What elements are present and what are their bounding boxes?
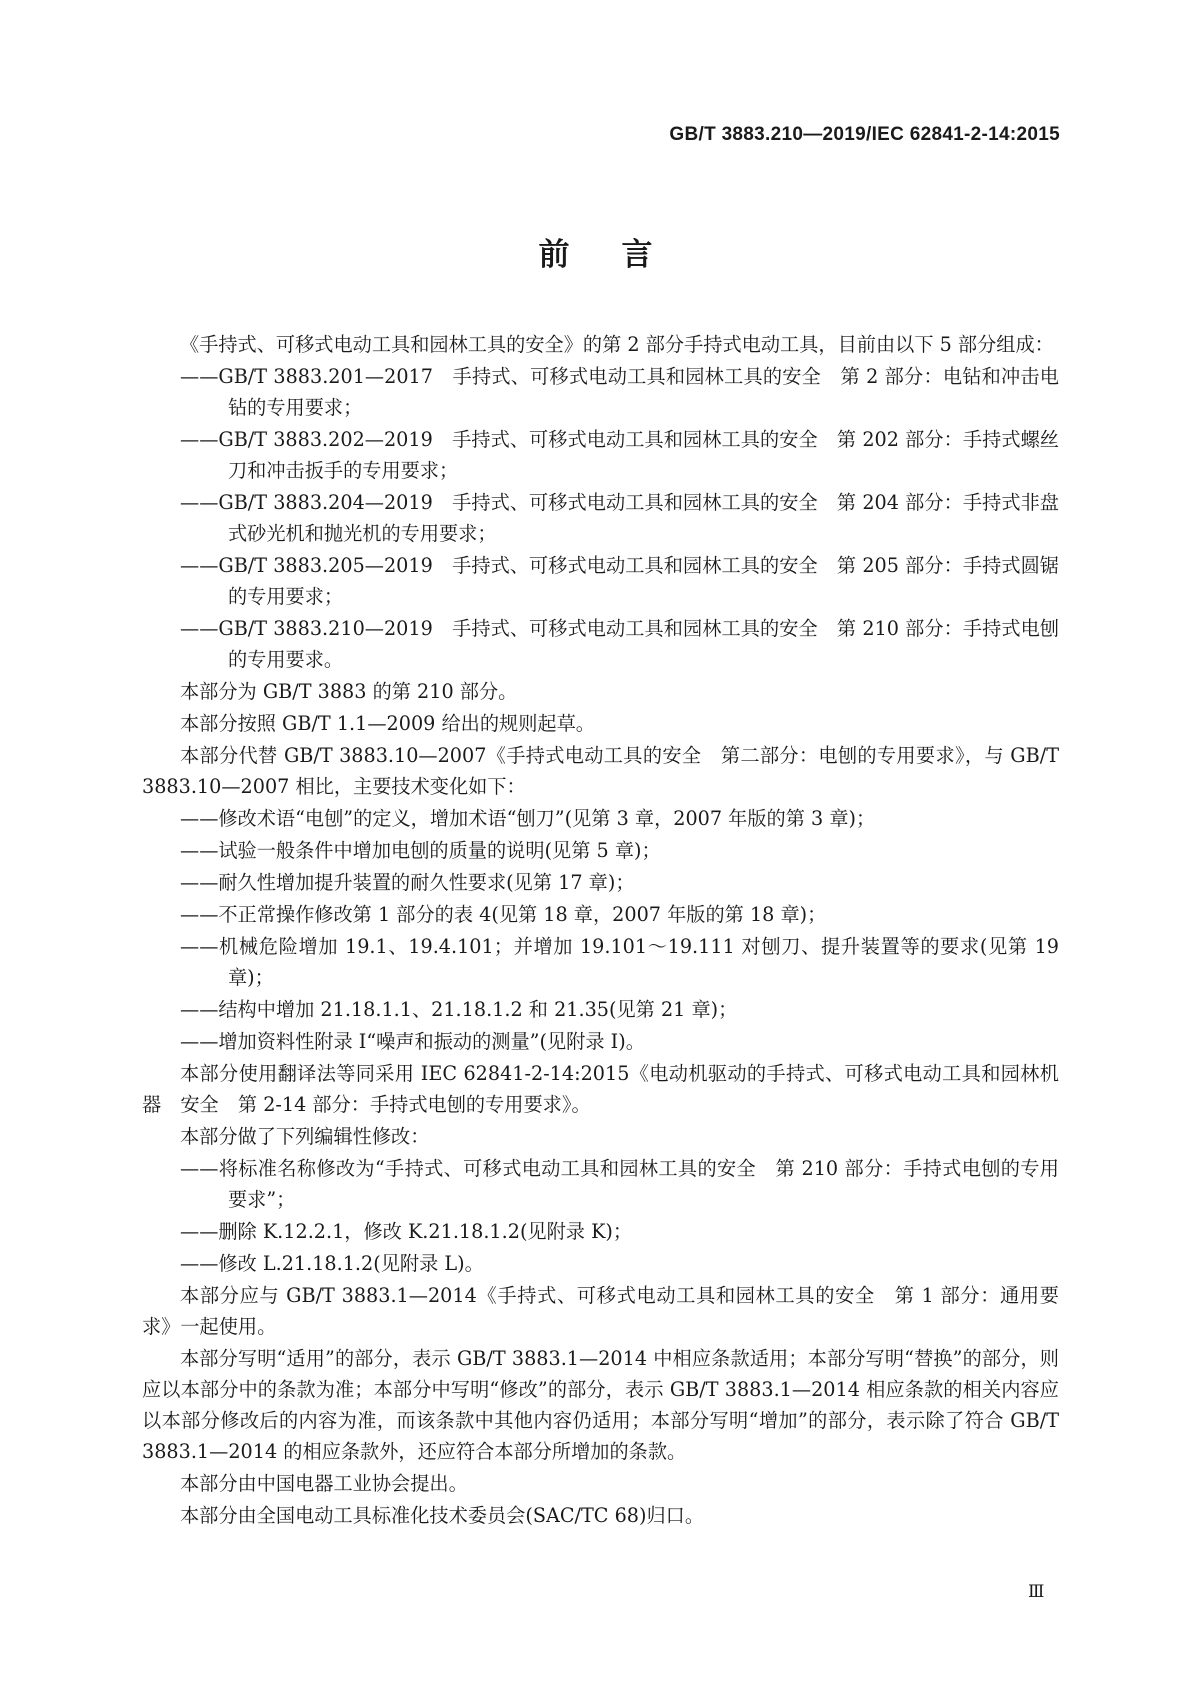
editorial-list-item: ——修改 L.21.18.1.2(见附录 L)。 bbox=[180, 1252, 484, 1275]
part-list-item: ——GB/T 3883.204—2019 手持式、可移式电动工具和园林工具的安全 第 204 部分：手持式非盘式砂光机和抛光机的专用要求； bbox=[180, 491, 1059, 545]
page-title: 前言 bbox=[538, 237, 705, 273]
translation-paragraph: 本部分使用翻译法等同采用 IEC 62841-2-14:2015《电动机驱动的手持式、可移式电动工具和园林机器 安全 第 2-14 部分：手持式电刨的专用要求》。 bbox=[142, 1062, 1059, 1116]
foreword-body bbox=[142, 329, 1059, 1532]
editorial-list-item: ——删除 K.12.2.1，修改 K.21.18.1.2(见附录 K)； bbox=[180, 1220, 633, 1243]
editorial-paragraph: 本部分做了下列编辑性修改： bbox=[180, 1125, 430, 1148]
change-list-item: ——修改术语“电刨”的定义，增加术语“刨刀”(见第 3 章，2007 年版的第 3 章)； bbox=[180, 807, 876, 830]
intro-paragraph: 《手持式、可移式电动工具和园林工具的安全》的第 2 部分手持式电动工具，目前由以下 5 部分组成： bbox=[180, 333, 1054, 356]
part-list-item: ——GB/T 3883.202—2019 手持式、可移式电动工具和园林工具的安全 第 202 部分：手持式螺丝刀和冲击扳手的专用要求； bbox=[180, 428, 1059, 482]
proposed-by-paragraph: 本部分由中国电器工业协会提出。 bbox=[180, 1472, 468, 1495]
change-list-item: ——结构中增加 21.18.1.1、21.18.1.2 和 21.35(见第 21 章)； bbox=[180, 998, 738, 1021]
use-with-paragraph: 本部分应与 GB/T 3883.1—2014《手持式、可移式电动工具和园林工具的安全 第 1 部分：通用要求》一起使用。 bbox=[142, 1284, 1059, 1338]
applicability-paragraph: 本部分写明“适用”的部分，表示 GB/T 3883.1—2014 中相应条款适用；本部分写明“替换”的部分，则应以本部分中的条款为准；本部分中写明“修改”的部分，表示 GB/T 3883.1—2014 相应条款的相关内容应以本部分修改后的内容为准，而该条款中其他内容仍适用；本部分写明“增加”的部分，表示除了符合 GB/T 3883.1—2014 的相应条款外，还应符合本部分所增加的条款。 bbox=[142, 1347, 1059, 1463]
drafting-paragraph: 本部分按照 GB/T 1.1—2009 给出的规则起草。 bbox=[180, 712, 595, 735]
change-list-item: ——耐久性增加提升装置的耐久性要求(见第 17 章)； bbox=[180, 871, 635, 894]
part-of-paragraph: 本部分为 GB/T 3883 的第 210 部分。 bbox=[180, 680, 518, 703]
part-list-item: ——GB/T 3883.201—2017 手持式、可移式电动工具和园林工具的安全 第 2 部分：电钻和冲击电钻的专用要求； bbox=[180, 365, 1059, 419]
page-number: Ⅲ bbox=[1028, 1582, 1045, 1602]
centralized-paragraph: 本部分由全国电动工具标准化技术委员会(SAC/TC 68)归口。 bbox=[180, 1504, 705, 1527]
part-list-item: ——GB/T 3883.210—2019 手持式、可移式电动工具和园林工具的安全 第 210 部分：手持式电刨的专用要求。 bbox=[180, 617, 1059, 671]
change-list-item: ——机械危险增加 19.1、19.4.101；并增加 19.101～19.111 对刨刀、提升装置等的要求(见第 19 章)； bbox=[180, 935, 1059, 989]
part-list-item: ——GB/T 3883.205—2019 手持式、可移式电动工具和园林工具的安全 第 205 部分：手持式圆锯的专用要求； bbox=[180, 554, 1059, 608]
editorial-list-item: ——将标准名称修改为“手持式、可移式电动工具和园林工具的安全 第 210 部分：手持式电刨的专用要求”； bbox=[180, 1157, 1059, 1211]
change-list-item: ——不正常操作修改第 1 部分的表 4(见第 18 章，2007 年版的第 18 章)； bbox=[180, 903, 827, 926]
change-list-item: ——试验一般条件中增加电刨的质量的说明(见第 5 章)； bbox=[180, 839, 661, 862]
standard-number-header: GB/T 3883.210—2019/IEC 62841-2-14:2015 bbox=[669, 124, 1060, 145]
change-list-item: ——增加资料性附录 I“噪声和振动的测量”(见附录 I)。 bbox=[180, 1030, 645, 1053]
replaces-paragraph: 本部分代替 GB/T 3883.10—2007《手持式电动工具的安全 第二部分：电刨的专用要求》，与 GB/T 3883.10—2007 相比，主要技术变化如下： bbox=[142, 744, 1059, 798]
